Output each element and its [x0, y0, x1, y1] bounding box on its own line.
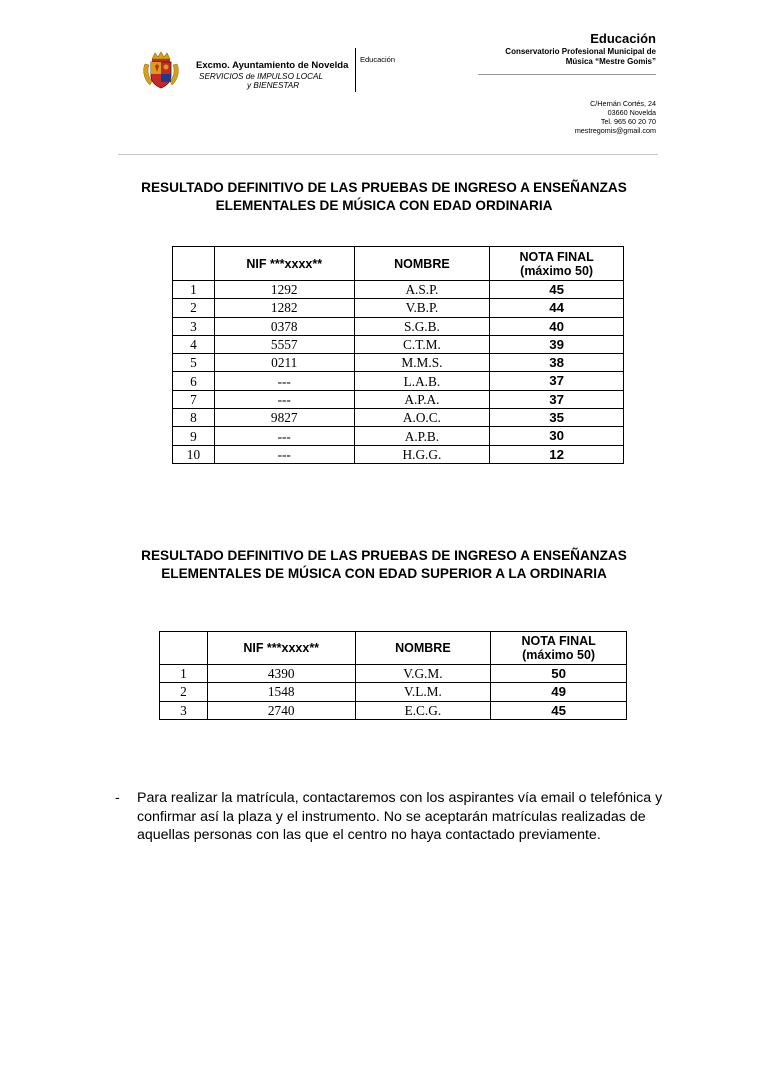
table-row: [160, 683, 627, 701]
note-text: Para realizar la matrícula, contactaremos con los aspirantes vía email o telefónica y confirmar así la plaza y el instrumento. No se aceptarán matrículas realizadas de aquellas personas con las que el centro no haya contactado previamente.: [137, 790, 663, 843]
table-row: [173, 335, 624, 353]
row-index: 2: [160, 683, 208, 701]
row-nombre: A.O.C.: [354, 409, 490, 427]
table-header-row: [173, 247, 624, 281]
row-nif: ---: [214, 390, 354, 408]
row-index: 7: [173, 390, 215, 408]
row-nif: 9827: [214, 409, 354, 427]
table-row: [160, 701, 627, 719]
col-nif-header: NIF ***xxxx**: [207, 632, 355, 665]
row-nota: 49: [491, 683, 627, 701]
row-nombre: E.C.G.: [355, 701, 491, 719]
nota-header-line1: NOTA FINAL: [519, 249, 594, 264]
org-name: Excmo. Ayuntamiento de Novelda: [196, 60, 349, 71]
col-index-header: [173, 247, 215, 281]
row-nombre: H.G.G.: [354, 445, 490, 463]
table-header-row: [160, 632, 627, 665]
table-row: [173, 372, 624, 390]
table-row: [173, 299, 624, 317]
education-title: Educación: [590, 31, 656, 46]
row-nif: ---: [214, 427, 354, 445]
row-nombre: A.P.A.: [354, 390, 490, 408]
row-nif: 0211: [214, 354, 354, 372]
row-nif: 1292: [214, 281, 354, 299]
table-row: [173, 317, 624, 335]
col-nombre-header: NOMBRE: [355, 632, 491, 665]
table-row: [173, 409, 624, 427]
nota-header-line1: NOTA FINAL: [521, 634, 596, 648]
results-table-superior: [159, 631, 627, 720]
section2-title: [0, 547, 768, 583]
col-nif-header: NIF ***xxxx**: [214, 247, 354, 281]
row-nota: 50: [491, 665, 627, 683]
row-nota: 39: [490, 335, 624, 353]
address-block: [575, 99, 656, 135]
org-subtitle-line1: SERVICIOS de IMPULSO LOCAL: [199, 72, 324, 81]
row-nif: 0378: [214, 317, 354, 335]
row-nombre: M.M.S.: [354, 354, 490, 372]
nota-header-line2: (máximo 50): [520, 263, 594, 278]
dept-label: Educación: [360, 55, 396, 64]
col-index-header: [160, 632, 208, 665]
row-index: 5: [173, 354, 215, 372]
row-nota: 45: [490, 281, 624, 299]
row-nota: 40: [490, 317, 624, 335]
row-nombre: V.L.M.: [355, 683, 491, 701]
row-index: 8: [173, 409, 215, 427]
row-nif: 5557: [214, 335, 354, 353]
row-nota: 12: [490, 445, 624, 463]
row-index: 6: [173, 372, 215, 390]
row-index: 1: [173, 281, 215, 299]
col-nota-header: [490, 247, 624, 281]
section2-title-line1: RESULTADO DEFINITIVO DE LAS PRUEBAS DE INGRESO A ENSEÑANZAS: [141, 548, 627, 563]
row-nombre: S.G.B.: [354, 317, 490, 335]
row-nif: 1282: [214, 299, 354, 317]
section1-title-line2: ELEMENTALES DE MÚSICA CON EDAD ORDINARIA: [215, 198, 553, 213]
address-street: C/Hernán Cortés, 24: [590, 99, 656, 108]
row-nota: 45: [491, 701, 627, 719]
section1-title-line1: RESULTADO DEFINITIVO DE LAS PRUEBAS DE INGRESO A ENSEÑANZAS: [141, 180, 627, 195]
row-nombre: C.T.M.: [354, 335, 490, 353]
table-row: [173, 445, 624, 463]
row-nombre: V.G.M.: [355, 665, 491, 683]
row-index: 3: [173, 317, 215, 335]
coat-of-arms-icon: [141, 50, 181, 90]
row-nombre: L.A.B.: [354, 372, 490, 390]
address-phone: Tel. 965 60 20 70: [600, 117, 656, 126]
row-index: 10: [173, 445, 215, 463]
row-nota: 35: [490, 409, 624, 427]
row-nota: 44: [490, 299, 624, 317]
address-email: mestregomis@gmail.com: [574, 126, 656, 135]
row-nif: ---: [214, 372, 354, 390]
header-rule-right: [478, 74, 656, 75]
row-index: 2: [173, 299, 215, 317]
row-index: 4: [173, 335, 215, 353]
header-divider: [355, 48, 356, 92]
section1-title: [0, 179, 768, 215]
row-nota: 37: [490, 390, 624, 408]
row-nota: 38: [490, 354, 624, 372]
table-row: [173, 427, 624, 445]
row-index: 9: [173, 427, 215, 445]
table-row: [173, 281, 624, 299]
section2-title-line2: ELEMENTALES DE MÚSICA CON EDAD SUPERIOR A LA ORDINARIA: [161, 566, 607, 581]
row-nif: ---: [214, 445, 354, 463]
row-nif: 2740: [207, 701, 355, 719]
org-subtitle-line2: y BIENESTAR: [247, 81, 300, 90]
conservatory-line2: Música “Mestre Gomis”: [565, 57, 656, 66]
header-rule: [118, 154, 658, 155]
col-nota-header: [491, 632, 627, 665]
note-bullet: -: [115, 790, 120, 806]
results-table-ordinary: [172, 246, 624, 464]
row-nombre: A.S.P.: [354, 281, 490, 299]
col-nombre-header: NOMBRE: [354, 247, 490, 281]
row-index: 3: [160, 701, 208, 719]
row-nombre: A.P.B.: [354, 427, 490, 445]
row-nombre: V.B.P.: [354, 299, 490, 317]
nota-header-line2: (máximo 50): [522, 648, 596, 662]
table-row: [173, 354, 624, 372]
row-nota: 30: [490, 427, 624, 445]
table-row: [173, 390, 624, 408]
table-row: [160, 665, 627, 683]
address-city: 03660 Novelda: [607, 108, 656, 117]
row-nota: 37: [490, 372, 624, 390]
conservatory-line1: Conservatorio Profesional Municipal de: [505, 47, 656, 56]
row-nif: 4390: [207, 665, 355, 683]
row-index: 1: [160, 665, 208, 683]
row-nif: 1548: [207, 683, 355, 701]
